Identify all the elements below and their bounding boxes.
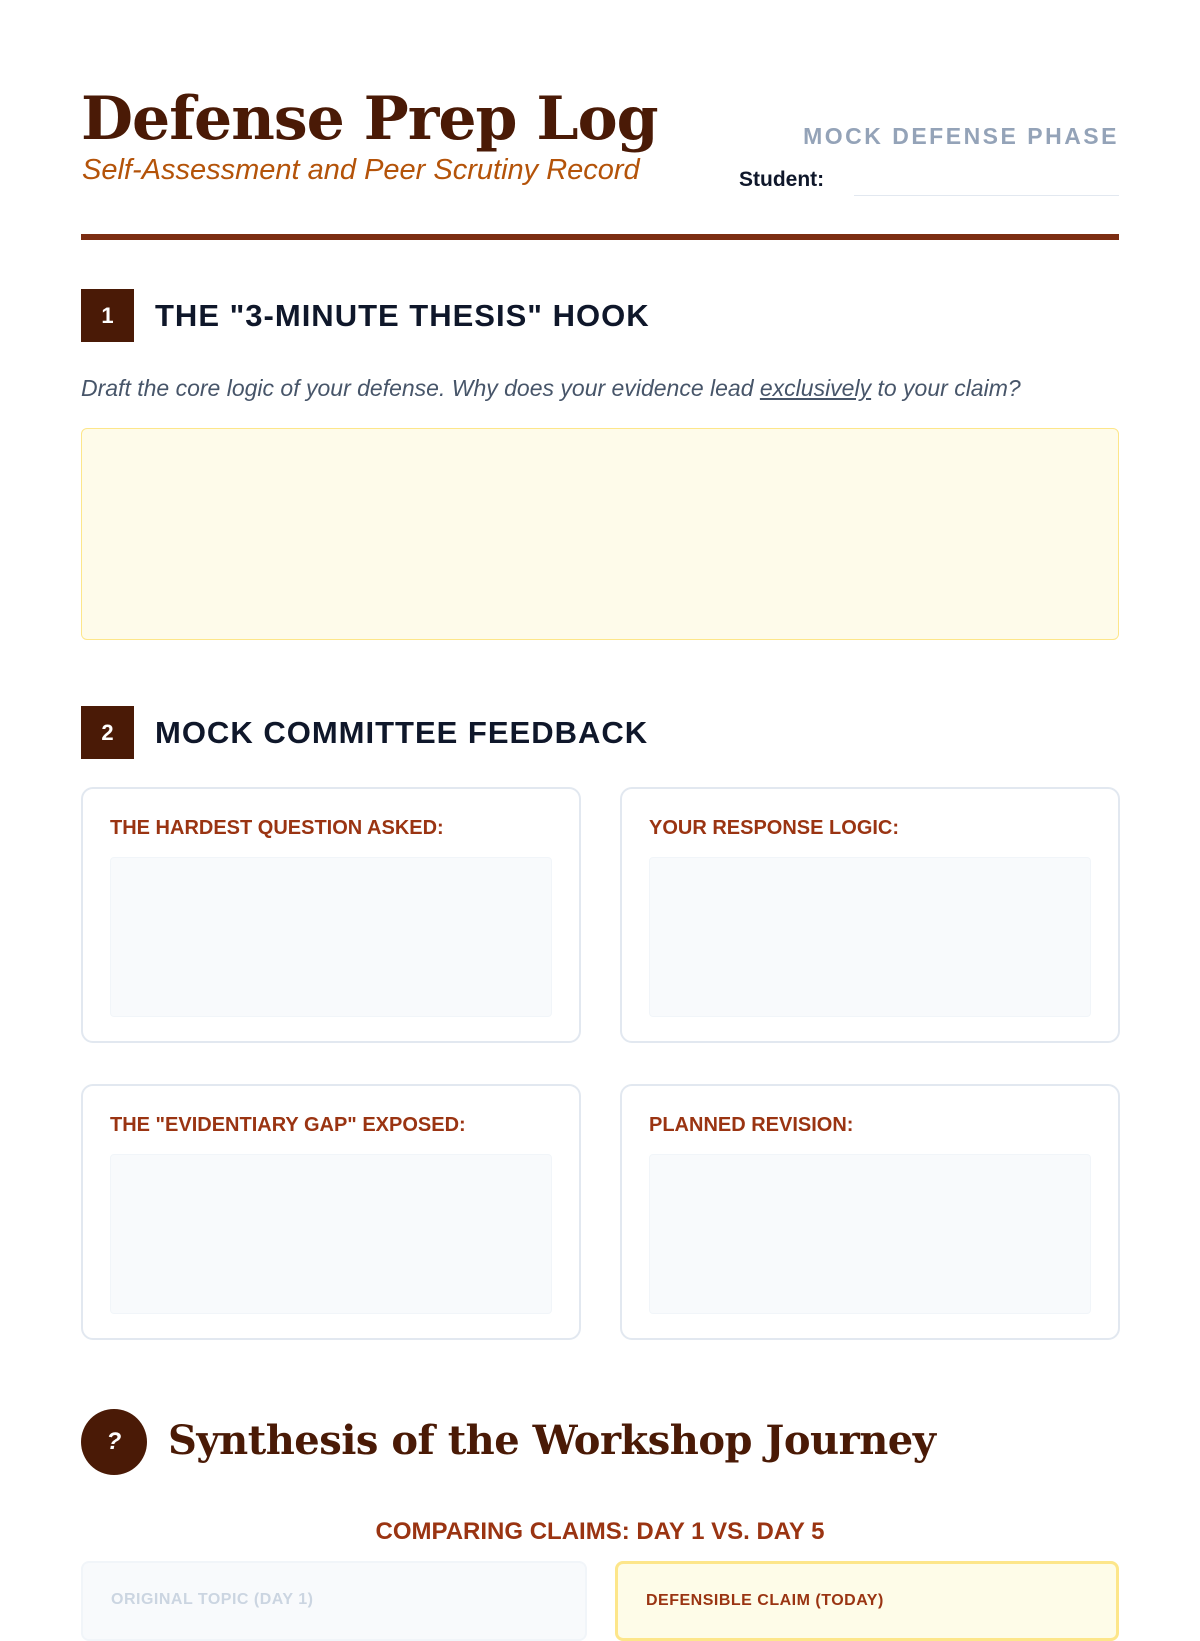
section-title: THE "3-MINUTE THESIS" HOOK bbox=[155, 298, 650, 333]
section-number-badge: 1 bbox=[81, 289, 134, 342]
card-label: THE HARDEST QUESTION ASKED: bbox=[110, 817, 444, 839]
card-label: PLANNED REVISION: bbox=[649, 1114, 854, 1136]
hardest-question-field[interactable] bbox=[110, 857, 552, 1017]
synthesis-title: Synthesis of the Workshop Journey bbox=[168, 1417, 936, 1464]
evidentiary-gap-field[interactable] bbox=[110, 1154, 552, 1314]
prompt-emphasis: exclusively bbox=[759, 375, 872, 401]
section-1-prompt bbox=[81, 375, 1021, 402]
page-header bbox=[81, 84, 1119, 244]
card-label: YOUR RESPONSE LOGIC: bbox=[649, 817, 900, 839]
original-topic-field[interactable] bbox=[81, 1561, 587, 1641]
defensible-claim-label: DEFENSIBLE CLAIM (TODAY) bbox=[646, 1592, 884, 1609]
card-label: THE "EVIDENTIARY GAP" EXPOSED: bbox=[110, 1114, 466, 1136]
response-logic-field[interactable] bbox=[649, 857, 1091, 1017]
question-icon: ? bbox=[81, 1409, 147, 1475]
page-title: Defense Prep Log bbox=[81, 84, 658, 154]
student-name-field[interactable] bbox=[854, 162, 1119, 196]
section-number-badge: 2 bbox=[81, 706, 134, 759]
feedback-card-hardest-question bbox=[81, 787, 581, 1043]
synthesis-header bbox=[81, 1409, 1119, 1476]
header-divider bbox=[81, 234, 1119, 240]
thesis-answer-field[interactable] bbox=[81, 428, 1119, 640]
feedback-card-response-logic bbox=[620, 787, 1120, 1043]
feedback-card-evidentiary-gap bbox=[81, 1084, 581, 1340]
original-topic-label: ORIGINAL TOPIC (DAY 1) bbox=[111, 1591, 314, 1608]
section-1-header bbox=[81, 289, 1119, 342]
phase-label: MOCK DEFENSE PHASE bbox=[803, 123, 1119, 149]
prompt-text: Draft the core logic of your defense. Why does your evidence lead bbox=[81, 375, 760, 401]
student-row bbox=[739, 162, 1119, 198]
page-subtitle: Self-Assessment and Peer Scrutiny Record bbox=[82, 154, 640, 186]
defensible-claim-field[interactable] bbox=[615, 1561, 1119, 1641]
section-2-header bbox=[81, 706, 1119, 759]
student-label: Student: bbox=[739, 168, 825, 191]
section-title: MOCK COMMITTEE FEEDBACK bbox=[155, 715, 649, 750]
planned-revision-field[interactable] bbox=[649, 1154, 1091, 1314]
compare-heading: COMPARING CLAIMS: DAY 1 VS. DAY 5 bbox=[375, 1518, 825, 1545]
prompt-text-end: to your claim? bbox=[871, 375, 1021, 401]
feedback-card-planned-revision bbox=[620, 1084, 1120, 1340]
